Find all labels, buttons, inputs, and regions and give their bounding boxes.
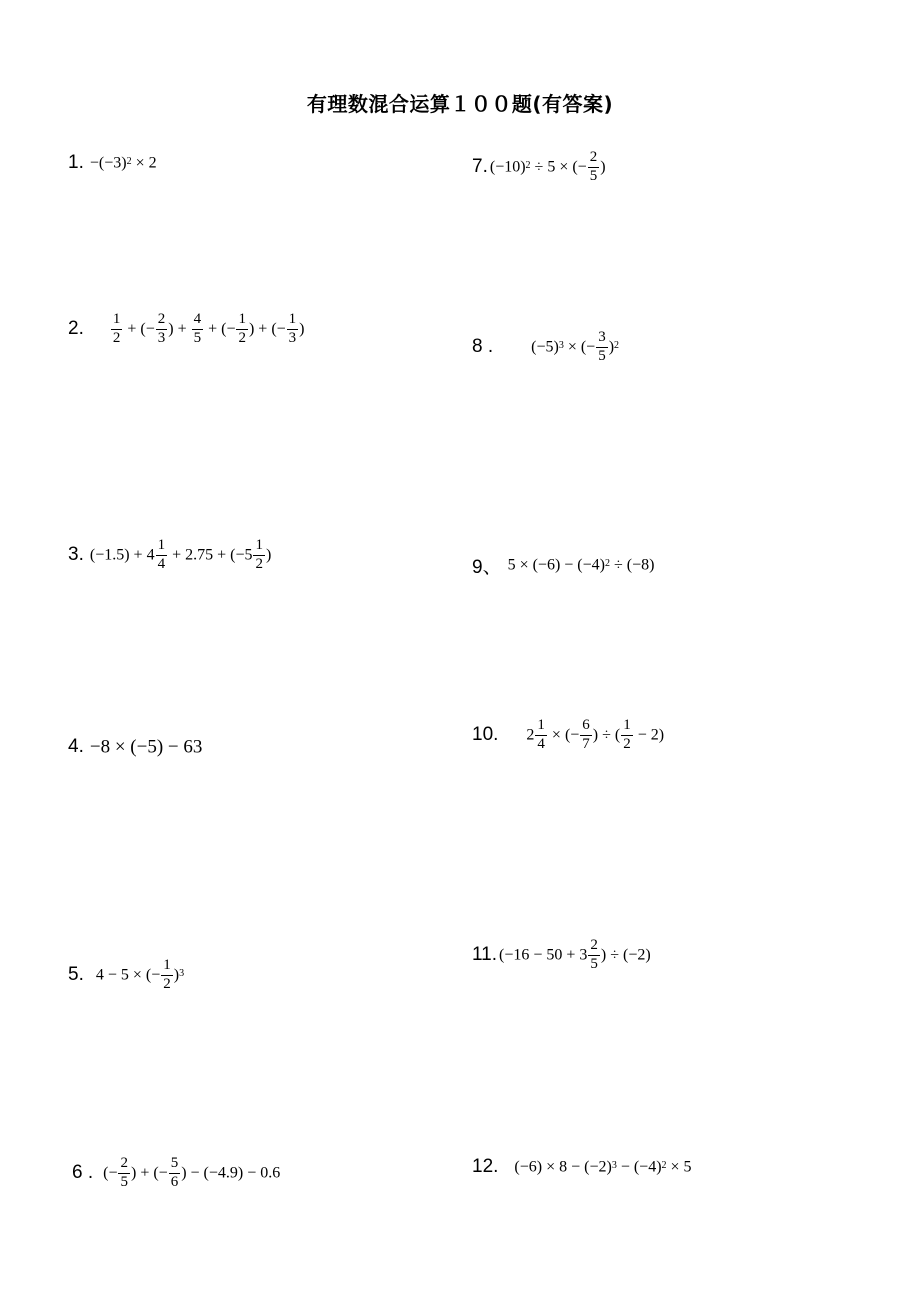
problem-7 xyxy=(472,150,606,185)
problem-number: 12. xyxy=(472,1156,499,1177)
problem-3 xyxy=(68,538,271,573)
problem-2 xyxy=(68,312,305,347)
numerator: 1 xyxy=(161,958,173,976)
expr-text: (−10) xyxy=(489,158,526,176)
numerator: 2 xyxy=(588,938,600,956)
problem-number: 6 . xyxy=(72,1162,94,1184)
denominator: 3 xyxy=(157,329,166,346)
expression xyxy=(526,718,664,753)
fraction xyxy=(621,718,633,753)
numerator: 1 xyxy=(156,538,168,556)
numerator: 6 xyxy=(580,718,592,736)
problem-9 xyxy=(472,552,654,579)
fraction xyxy=(253,538,265,573)
expr-text: ) xyxy=(173,966,180,984)
expr-text: ) xyxy=(299,320,305,338)
expr-text: (− xyxy=(103,1164,118,1182)
problem-11 xyxy=(472,938,651,973)
expr-text: ) ÷ (−2) xyxy=(600,946,651,964)
denominator: 2 xyxy=(255,555,263,572)
problem-number: 8 . xyxy=(472,336,494,358)
numerator: 1 xyxy=(535,718,547,736)
denominator: 5 xyxy=(598,347,606,364)
fraction xyxy=(287,312,299,347)
expression xyxy=(90,736,203,759)
expr-text: ÷ (−8) xyxy=(609,556,655,574)
problem-number: 10. xyxy=(472,724,499,746)
problem-number: 3. xyxy=(68,544,84,566)
expr-text: ) + (− xyxy=(130,1164,168,1182)
denominator: 6 xyxy=(170,1173,179,1190)
expr-text: (−16 − 50 + 3 xyxy=(499,946,588,964)
denominator: 5 xyxy=(193,329,202,346)
expr-text: + (− xyxy=(123,320,155,338)
denominator: 5 xyxy=(589,167,598,184)
problem-4 xyxy=(68,736,202,759)
expr-text: ÷ 5 × (− xyxy=(530,158,587,176)
exponent: 3 xyxy=(611,1159,617,1171)
expr-text: −8 × (−5) − 63 xyxy=(89,736,203,758)
problem-8 xyxy=(472,330,619,365)
numerator: 2 xyxy=(156,312,168,330)
expr-text: × (− xyxy=(547,726,580,744)
numerator: 5 xyxy=(169,1156,181,1174)
fraction xyxy=(596,330,608,365)
expression xyxy=(103,1156,280,1191)
page-title: 有理数混合运算１００题(有答案) xyxy=(306,92,614,116)
exponent: 2 xyxy=(126,155,132,167)
exponent: 2 xyxy=(525,159,531,171)
expression xyxy=(514,1158,691,1176)
numerator: 4 xyxy=(192,312,204,330)
numerator: 1 xyxy=(253,538,265,556)
fraction xyxy=(588,150,600,185)
problem-number: 9、 xyxy=(472,557,502,578)
expr-text: (−6) × 8 − (−2) xyxy=(514,1158,612,1176)
expression xyxy=(90,538,271,573)
fraction xyxy=(111,312,123,347)
denominator: 2 xyxy=(623,735,631,752)
fraction xyxy=(192,312,204,347)
expr-text: (−5) xyxy=(531,338,559,356)
fraction xyxy=(118,1156,130,1191)
expression xyxy=(96,958,184,993)
denominator: 7 xyxy=(582,735,590,752)
numerator: 3 xyxy=(596,330,608,348)
problem-number: 7. xyxy=(472,156,488,178)
expr-text: ) xyxy=(608,338,615,356)
exponent: 3 xyxy=(558,339,564,351)
exponent: 2 xyxy=(661,1159,667,1171)
expression xyxy=(508,556,655,574)
expr-text: ) + (− xyxy=(248,320,286,338)
exponent: 2 xyxy=(614,339,620,351)
expression xyxy=(110,312,305,347)
numerator: 1 xyxy=(621,718,633,736)
problem-number: 4. xyxy=(68,736,84,758)
problem-number: 11. xyxy=(472,944,498,966)
numerator: 1 xyxy=(111,312,123,330)
expr-text: ) xyxy=(600,158,606,176)
problem-number: 2. xyxy=(68,318,84,340)
exponent: 3 xyxy=(179,967,185,979)
fraction xyxy=(588,938,600,973)
problem-12 xyxy=(472,1156,692,1178)
problem-5 xyxy=(68,958,184,993)
expr-text: × (− xyxy=(563,338,596,356)
problem-1 xyxy=(68,152,157,174)
fraction xyxy=(236,312,248,347)
fraction xyxy=(156,538,168,573)
denominator: 5 xyxy=(590,955,598,972)
numerator: 2 xyxy=(588,150,600,168)
problem-number: 1. xyxy=(68,152,84,173)
fraction xyxy=(156,312,168,347)
expr-text: + (− xyxy=(204,320,236,338)
expression xyxy=(90,154,157,172)
expression xyxy=(531,330,619,365)
expr-text: 5 × (−6) − (−4) xyxy=(507,556,605,574)
denominator: 2 xyxy=(163,975,171,992)
numerator: 1 xyxy=(236,312,248,330)
numerator: 1 xyxy=(287,312,299,330)
fraction xyxy=(535,718,547,753)
expr-text: × 2 xyxy=(131,154,157,172)
denominator: 2 xyxy=(238,329,246,346)
expr-text: ) − (−4.9) − 0.6 xyxy=(181,1164,281,1182)
problem-10 xyxy=(472,718,664,753)
denominator: 5 xyxy=(120,1173,128,1190)
problem-6 xyxy=(72,1156,280,1191)
exponent: 2 xyxy=(604,558,610,570)
fraction xyxy=(161,958,173,993)
expr-text: 4 − 5 × (− xyxy=(95,966,161,984)
expr-text: × 5 xyxy=(666,1158,692,1176)
expr-text: ) xyxy=(265,546,272,564)
expr-text: ) + xyxy=(168,320,191,338)
fraction xyxy=(169,1156,181,1191)
numerator: 2 xyxy=(118,1156,130,1174)
problem-number: 5. xyxy=(68,964,84,986)
expr-text: + 2.75 + (−5 xyxy=(168,546,253,564)
expr-text: (−1.5) + 4 xyxy=(89,546,155,564)
expr-text: − 2) xyxy=(633,726,665,744)
denominator: 4 xyxy=(157,555,166,572)
expression xyxy=(490,150,606,185)
fraction xyxy=(580,718,592,753)
expr-text: ) ÷ ( xyxy=(592,726,621,744)
denominator: 2 xyxy=(112,329,121,346)
expr-text: 2 xyxy=(526,726,535,744)
expr-text: − (−4) xyxy=(616,1158,662,1176)
expr-text: −(−3) xyxy=(89,154,127,172)
denominator: 4 xyxy=(537,735,545,752)
expression xyxy=(499,938,651,973)
denominator: 3 xyxy=(288,329,297,346)
